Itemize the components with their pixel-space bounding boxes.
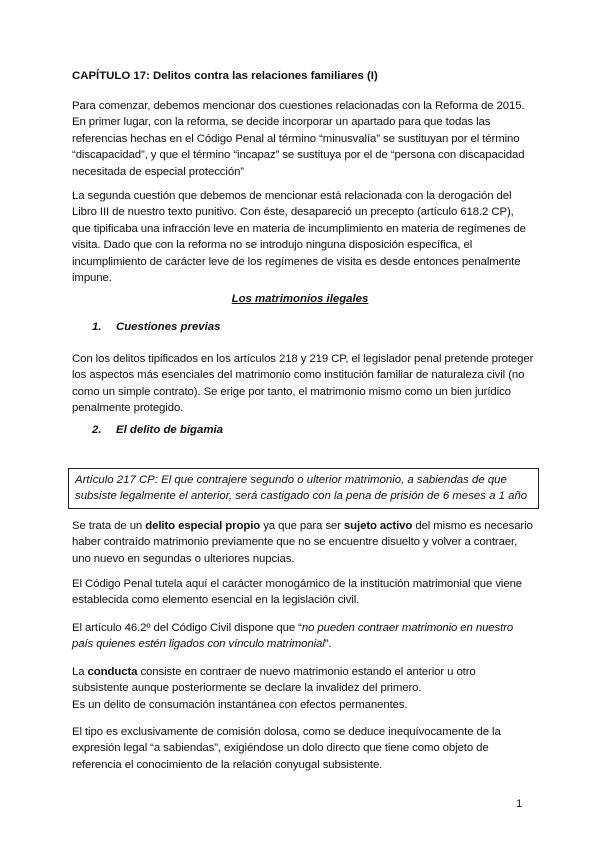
paragraph-cuestiones-previas: Con los delitos tipificados en los artículos 218 y 219 CP, el legislador penal pretende proteger los aspectos más esenciales del matrimonio como institución familiar de naturaleza civil (no como un simple contrato). Se erige por tanto, el matrimonio mismo como un bien jurídico penalmente protegido. xyxy=(72,353,534,415)
heading-label: Cuestiones previas xyxy=(116,321,221,333)
bold-sujeto-activo: sujeto activo xyxy=(343,520,413,532)
paragraph-monogamia: El Código Penal tutela aquí el carácter monogámico de la institución matrimonial que viene establecida como elemento esencial en la legislación civil. xyxy=(72,578,523,607)
bold-conducta: conducta xyxy=(87,666,138,678)
article-quote-box: Artículo 217 CP: El que contrajere segundo o ulterior matrimonio, a sabiendas de que subsiste legalmente el anterior, será castigado con la pena de prisión de 6 meses a 1 año xyxy=(68,468,539,509)
page-number: 1 xyxy=(516,798,523,810)
paragraph-codigo-civil: El artículo 46.2º del Código Civil dispone que “no pueden contraer matrimonio en nuestro país quienes estén ligados con vínculo matrimonial”. xyxy=(72,622,514,651)
italic-quote-codigo-civil: no pueden contraer matrimonio en nuestro país quienes estén ligados con vínculo matrimonial xyxy=(72,622,514,651)
intro-paragraph-1: Para comenzar, debemos mencionar dos cuestiones relacionadas con la Reforma de 2015. En primer lugar, con la reforma, se decide incorporar un apartado para que todas las referencias hechas en el Código Penal al término “minusvalía” se sustituyan por el término “discapacidad”, y que el término “incapaz” se sustituya por el de “persona con discapacidad necesitada de especial protección” xyxy=(72,100,525,178)
heading-cuestiones-previas xyxy=(92,321,220,333)
bold-delito-especial: delito especial propio xyxy=(145,520,261,532)
paragraph-conducta: La conducta consiste en contraer de nuevo matrimonio estando el anterior u otro subsistente aunque posteriormente se declare la invalidez del primero. Es un delito de consumación instantánea con efectos permanentes. xyxy=(72,666,476,711)
heading-number: 2. xyxy=(92,424,102,436)
heading-label: El delito de bigamia xyxy=(116,424,223,436)
paragraph-delito-especial: Se trata de un delito especial propio ya que para ser sujeto activo del mismo es necesario haber contraído matrimonio previamente que no se encuentre disuelto y volver a contraer, uno nuevo en segundas o ulteriores nupcias. xyxy=(72,520,533,565)
paragraph-comision-dolosa: El tipo es exclusivamente de comisión dolosa, como se deduce inequívocamente de la expresión legal “a sabiendas”, exigiéndose un dolo directo que tiene como objeto de referencia el conocimiento de la relación conyugal subsistente. xyxy=(72,726,501,771)
section-title: Los matrimonios ilegales xyxy=(231,293,369,305)
chapter-title: CAPÍTULO 17: Delitos contra las relaciones familiares (I) xyxy=(72,70,378,82)
intro-paragraph-2: La segunda cuestión que debemos de mencionar está relacionada con la derogación del Libro III de nuestro texto punitivo. Con éste, desapareció un precepto (artículo 618.2 CP), que tipificaba una infracción leve en materia de incumplimiento en materia de regímenes de visita. Dado que con la reforma no se introdujo ninguna disposición específica, el incumplimiento de carácter leve de los regímenes de visita es desde entonces penalmente impune. xyxy=(72,190,526,285)
consumacion-line: Es un delito de consumación instantánea con efectos permanentes. xyxy=(72,698,408,711)
heading-delito-bigamia xyxy=(92,424,223,436)
heading-number: 1. xyxy=(92,321,102,333)
